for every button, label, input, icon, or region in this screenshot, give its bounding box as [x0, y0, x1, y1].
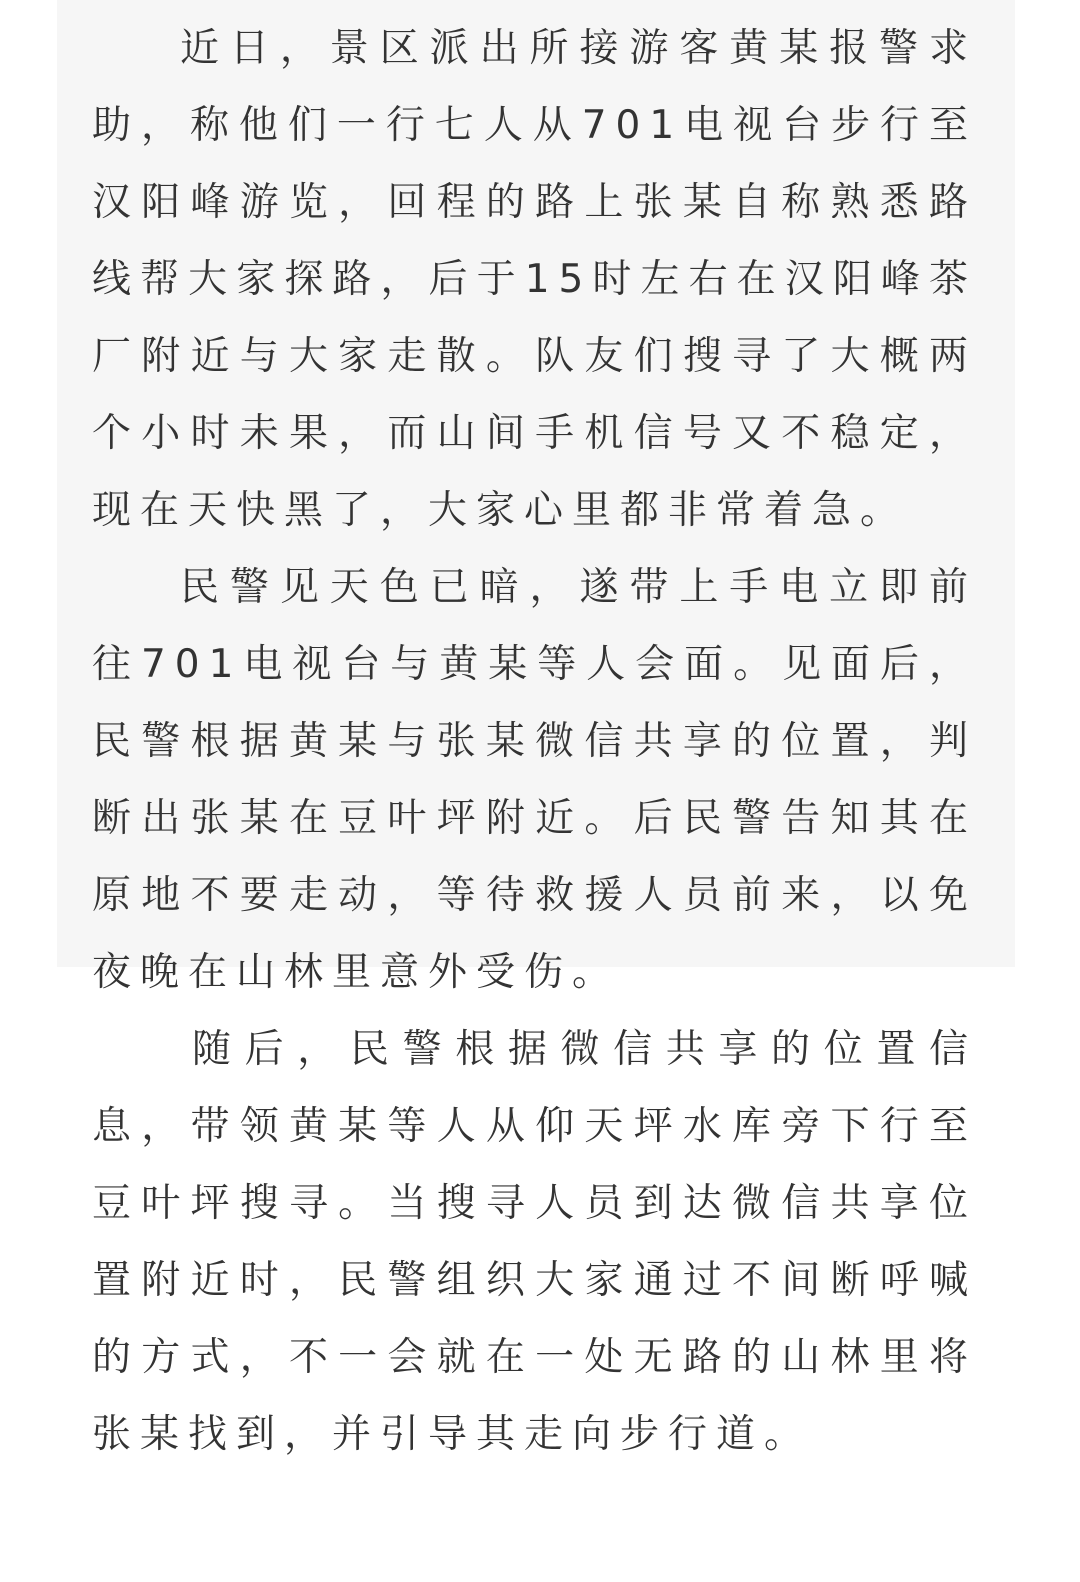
paragraph-2: 民警见天色已暗，遂带上手电立即前往701电视台与黄某等人会面。见面后，民警根据黄某与张某微信共享的位置，判断出张某在豆叶坪附近。后民警告知其在原地不要走动，等待救援人员前来，以免夜晚在山林里意外受伤。	[92, 565, 977, 995]
paragraph-1: 近日，景区派出所接游客黄某报警求助，称他们一行七人从701电视台步行至汉阳峰游览，回程的路上张某自称熟悉路线帮大家探路，后于15时左右在汉阳峰茶厂附近与大家走散。队友们搜寻了大概两个小时未果，而山间手机信号又不稳定，现在天快黑了，大家心里都非常着急。	[92, 26, 977, 533]
paragraph-3: 随后，民警根据微信共享的位置信息，带领黄某等人从仰天坪水库旁下行至豆叶坪搜寻。当搜寻人员到达微信共享位置附近时，民警组织大家通过不间断呼喊的方式，不一会就在一处无路的山林里将张某找到，并引导其走向步行道。	[92, 1027, 977, 1457]
article-body	[92, 10, 977, 1473]
